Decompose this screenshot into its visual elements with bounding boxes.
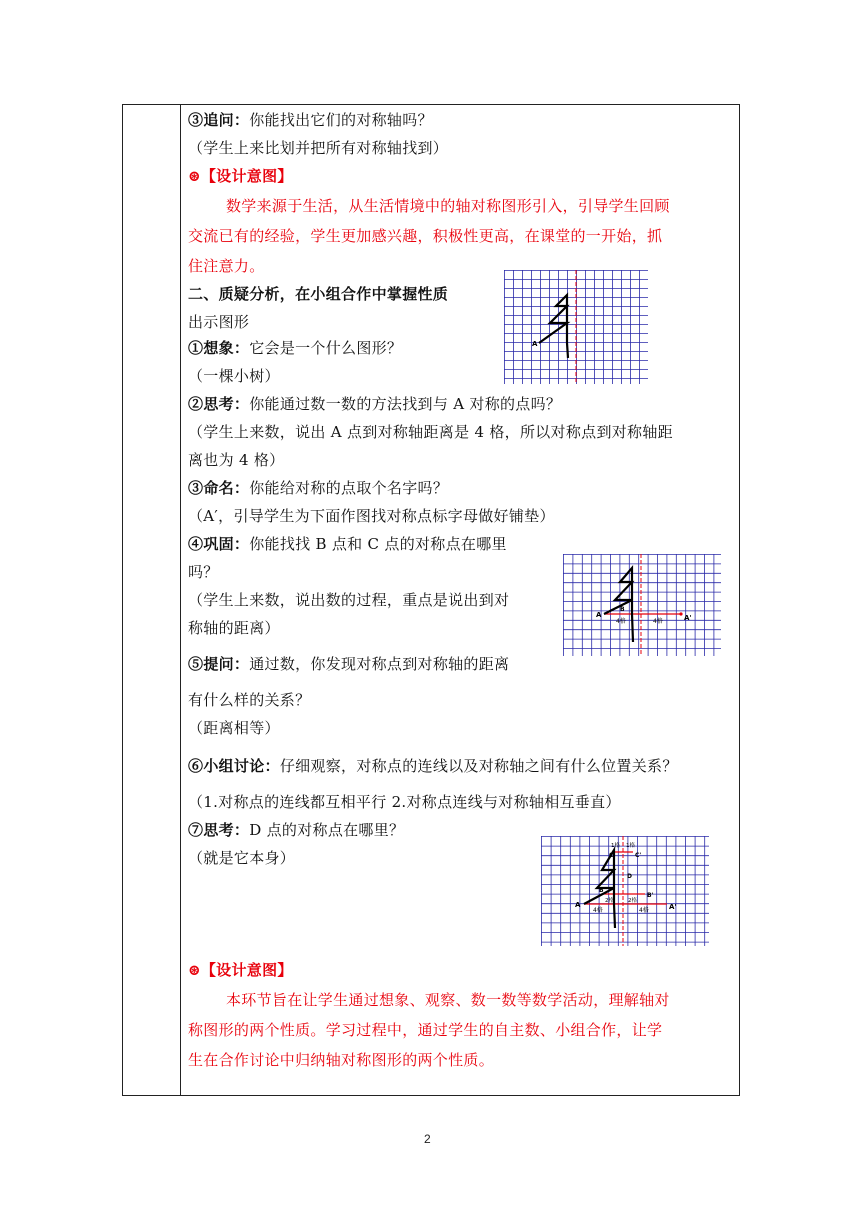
point-label: D <box>627 873 632 880</box>
point-label: B <box>620 606 625 613</box>
answer-4-line1: （学生上来数，说出数的过程，重点是说出到对 <box>188 591 510 609</box>
design-intent-heading-2: ⊛【设计意图】 <box>188 961 293 979</box>
intent-mark-icon: ⊛ <box>188 961 201 979</box>
prompt-5: ⑤提问：通过数，你发现对称点到对称轴的距离 <box>188 655 510 673</box>
prompt-4-cont: 吗？ <box>188 563 219 581</box>
design-intent-heading-1: ⊛【设计意图】 <box>188 167 293 185</box>
point-label: A' <box>669 903 677 911</box>
answer-3b: （A′，引导学生为下面作图找对称点标字母做好铺垫） <box>188 507 555 525</box>
distance-label: 4格 <box>653 618 663 625</box>
point-label: B <box>599 887 604 894</box>
half-tree-shape <box>604 568 633 642</box>
prompt-6: ⑥小组讨论：仔细观察，对称点的连线以及对称轴之间有什么位置关系？ <box>188 757 678 775</box>
intent1-line: 数学来源于生活，从生活情境中的轴对称图形引入，引导学生回顾 <box>226 197 670 215</box>
point-label: C' <box>635 852 642 859</box>
tree-grid-figure-3 <box>541 836 709 946</box>
prompt-7: ⑦思考：D 点的对称点在哪里？ <box>188 821 405 839</box>
answer-2-line1: （学生上来数，说出 A 点到对称轴距离是 4 格，所以对称点到对称轴距 <box>188 423 673 441</box>
point-label: A <box>575 901 581 909</box>
point-label: C <box>609 852 614 859</box>
prompt-5-cont: 有什么样的关系？ <box>188 691 311 709</box>
question-3: ③追问：你能找出它们的对称轴吗？ <box>188 111 433 129</box>
intent2-line: 生在合作讨论中归纳轴对称图形的两个性质。 <box>188 1051 495 1069</box>
intent2-line: 本环节旨在让学生通过想象、观察、数一数等数学活动，理解轴对 <box>226 991 670 1009</box>
distance-label: 1格 <box>611 843 620 849</box>
distance-label: 4格 <box>593 907 603 914</box>
answer-1: （一棵小树） <box>188 367 280 385</box>
prompt-3: ③命名：你能给对称的点取个名字吗？ <box>188 479 449 497</box>
distance-label: 2格 <box>628 898 637 904</box>
point-label: A <box>596 611 602 619</box>
prompt-2: ②思考：你能通过数一数的方法找到与 A 对称的点吗？ <box>188 395 562 413</box>
distance-label: 2格 <box>605 898 614 904</box>
intent2-line: 称图形的两个性质。学习过程中，通过学生的自主数、小组合作，让学 <box>188 1021 663 1039</box>
point-label: A' <box>684 614 692 622</box>
intent1-line: 住注意力。 <box>188 257 265 275</box>
distance-label: 4格 <box>616 618 626 625</box>
page-number: 2 <box>424 1132 431 1146</box>
distance-label: 1格 <box>626 843 635 849</box>
point-label: B' <box>647 892 654 899</box>
tree-grid-figure-2 <box>563 554 721 656</box>
distance-label: 4格 <box>639 907 649 914</box>
half-tree-shape <box>539 295 568 358</box>
point-marker <box>679 612 682 615</box>
answer-6: （1.对称点的连线都互相平行 2.对称点连线与对称轴相互垂直） <box>188 793 621 811</box>
show-figure: 出示图形 <box>188 313 250 331</box>
answer-5: （距离相等） <box>188 719 280 737</box>
answer-7: （就是它本身） <box>188 849 296 867</box>
part2-title: 二、质疑分析，在小组合作中掌握性质 <box>188 285 449 303</box>
point-label: A <box>532 340 538 348</box>
prompt-1: ①想象：它会是一个什么图形？ <box>188 339 403 357</box>
answer-4-line2: 称轴的距离） <box>188 619 280 637</box>
intent1-line: 交流已有的经验，学生更加感兴趣，积极性更高，在课堂的一开始，抓 <box>188 227 663 245</box>
tree-grid-figure-1 <box>504 270 648 384</box>
answer-2-line2: 离也为 4 格） <box>188 451 285 469</box>
column-divider <box>180 105 181 1095</box>
intent-mark-icon: ⊛ <box>188 167 201 185</box>
answer-3: （学生上来比划并把所有对称轴找到） <box>188 139 449 157</box>
prompt-4: ④巩固：你能找找 B 点和 C 点的对称点在哪里 <box>188 535 507 553</box>
